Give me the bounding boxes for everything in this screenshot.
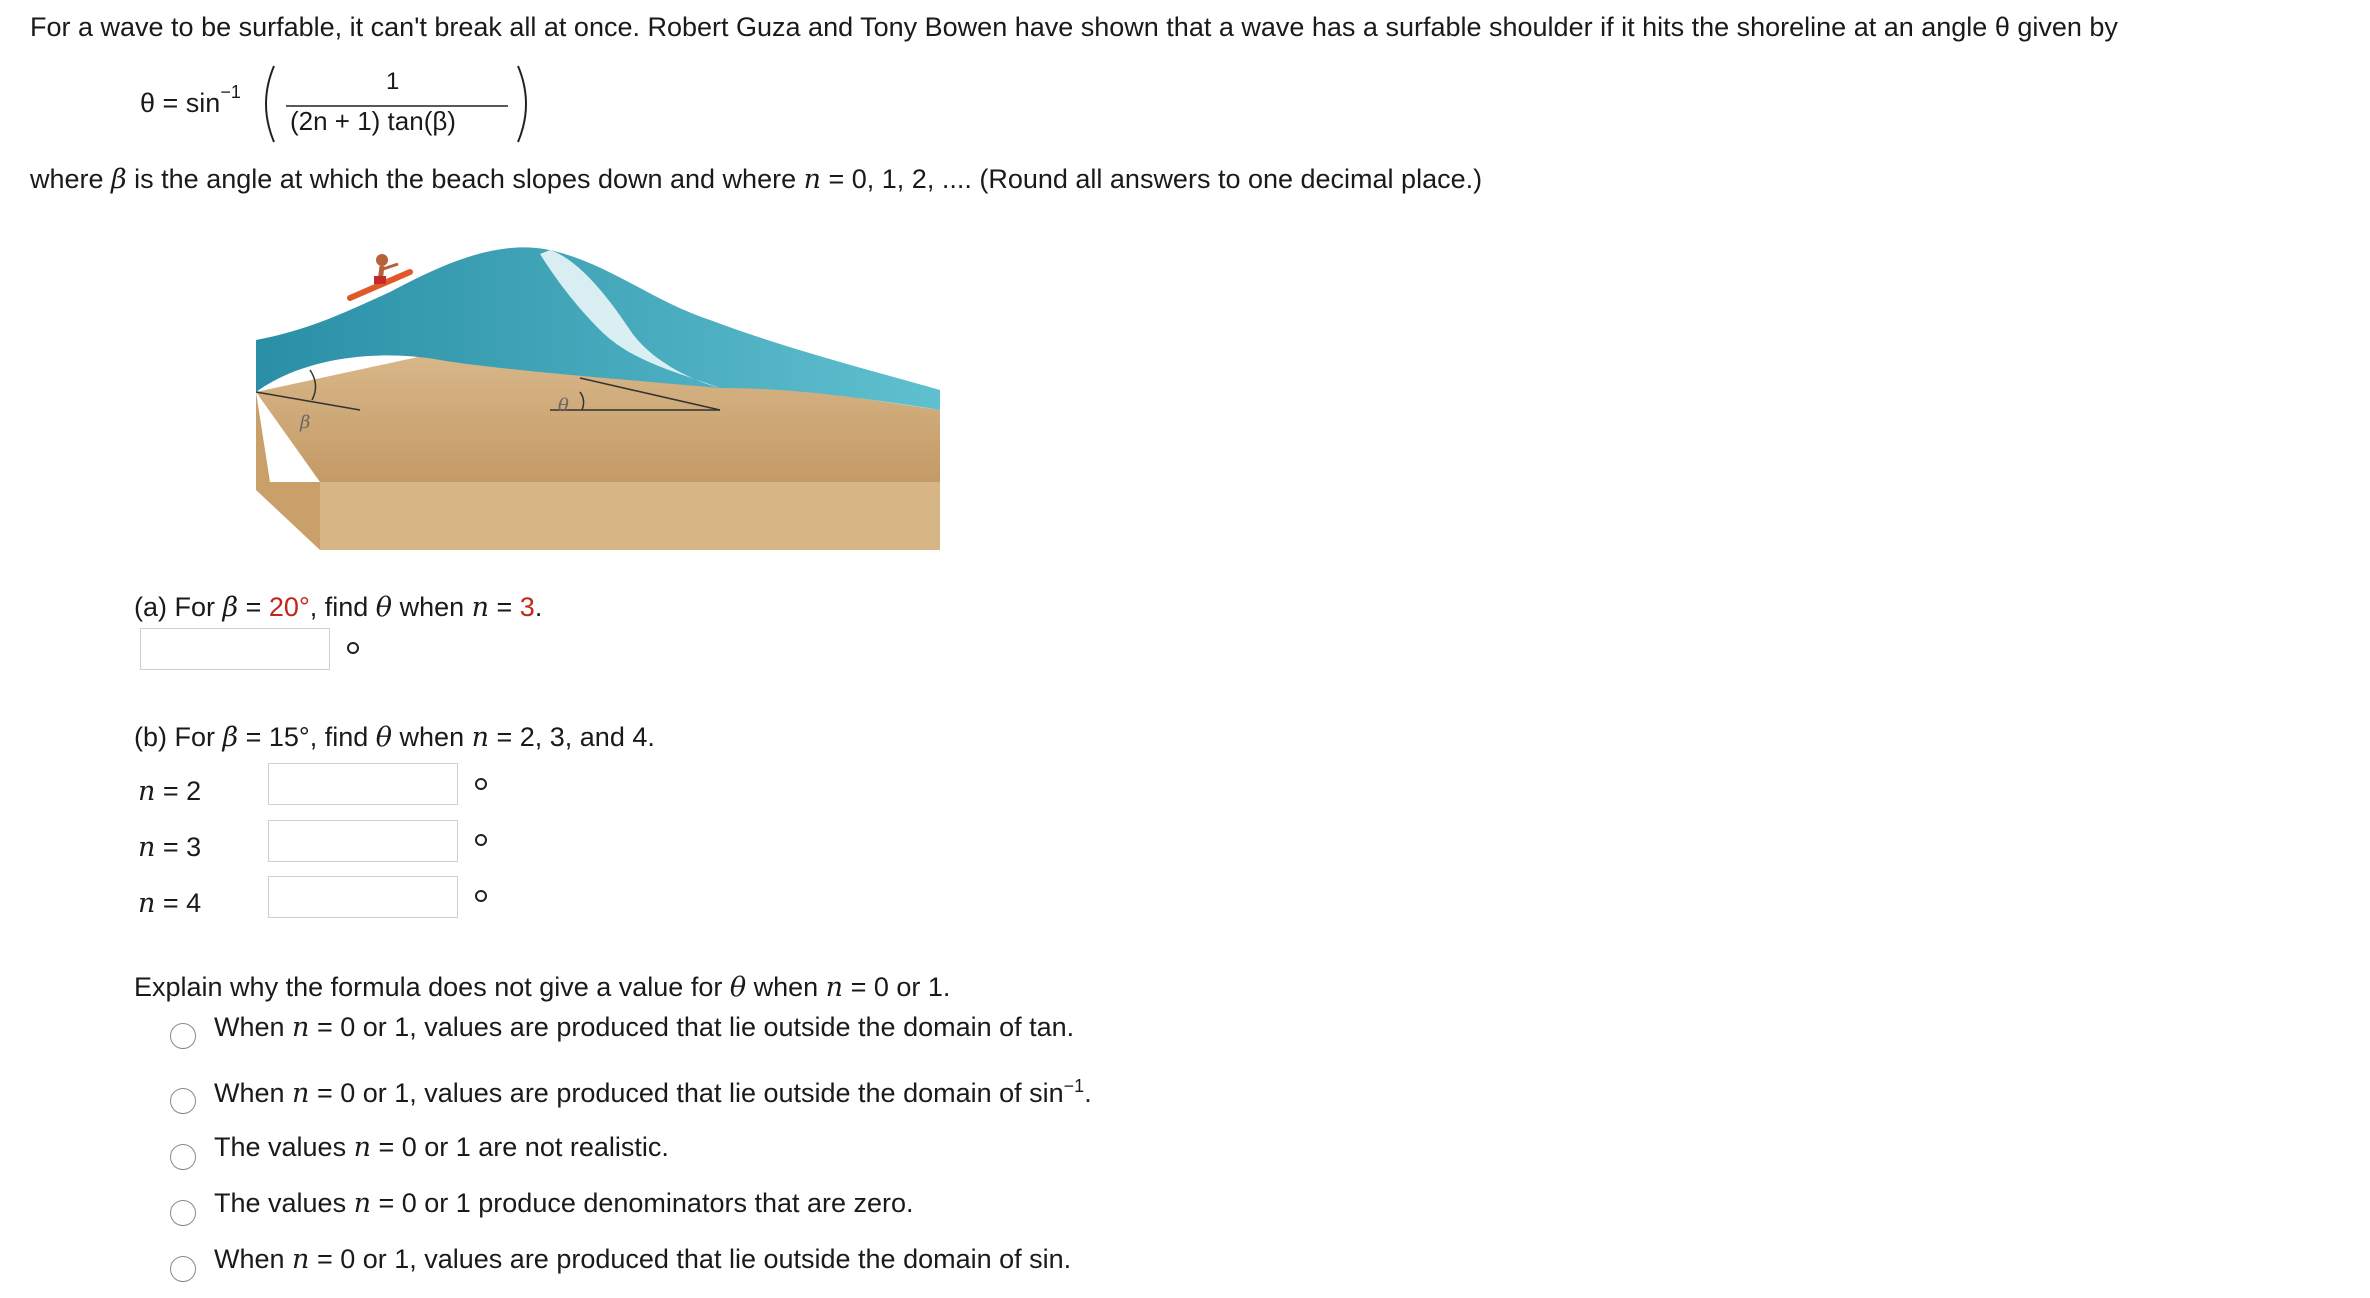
part-a-prefix: (a) For [134,592,223,622]
option-radio-3[interactable] [170,1144,196,1170]
part-b-answer-n4[interactable] [268,876,458,918]
option-n: n [353,1132,371,1163]
part-b-row-n: n [138,832,156,863]
option-before: The values [214,1132,354,1162]
part-a-prompt [134,592,542,623]
option-radio-1[interactable] [170,1023,196,1049]
explain-theta: θ [729,972,747,1003]
part-b-eq: = 15°, find [238,722,376,752]
sand-block-front [320,482,940,550]
part-b-end: = 2, 3, and 4. [488,722,655,752]
option-radio-5[interactable] [170,1256,196,1282]
part-b-answer-n2[interactable] [268,763,458,805]
where-text-after: = 0, 1, 2, .... (Round all answers to one decimal place.) [821,164,1483,194]
option-after: = 0 or 1 are not realistic. [370,1132,669,1162]
beta-symbol: β [111,164,127,195]
option-tail: . [1084,1078,1092,1108]
part-b-row-n: n [138,888,156,919]
part-a-eq: = [238,592,269,622]
part-b-when: when [392,722,472,752]
part-b-row-value: = 3 [155,832,202,862]
n-symbol: n [803,164,821,195]
surfer-head [376,254,388,266]
part-a-eq2: = [489,592,520,622]
formula-lhs-text: θ = sin [140,88,221,118]
option-radio-2[interactable] [170,1088,196,1114]
formula-lhs [140,82,241,119]
part-b-prefix: (b) For [134,722,223,752]
formula-exponent: −1 [220,82,241,102]
option-sup: −1 [1063,1076,1085,1096]
part-b-beta: β [222,722,239,753]
option-radio-4[interactable] [170,1200,196,1226]
part-b-theta: θ [375,722,393,753]
explain-prompt-before: Explain why the formula does not give a value for [134,972,730,1002]
part-a-answer-input[interactable] [140,628,330,670]
where-line [30,164,1482,195]
explain-prompt-mid: when [746,972,826,1002]
part-b-row-n: n [138,776,156,807]
option-n: n [292,1012,310,1043]
option-after: = 0 or 1, values are produced that lie outside the domain of sin [309,1078,1064,1108]
part-b-row-label-3 [138,832,201,863]
part-a-theta: θ [375,592,393,623]
part-a-degree-symbol [347,642,359,654]
intro-text: For a wave to be surfable, it can't break all at once. Robert Guza and Tony Bowen have shown that a wave has a surfable shoulder if it hits the shoreline at an angle θ given by [30,12,2118,42]
option-after: = 0 or 1 produce denominators that are zero. [370,1188,914,1218]
part-a-n: n [471,592,490,623]
part-a-mid: , find [309,592,376,622]
option-before: When [214,1244,293,1274]
part-b-row-label-4 [138,888,201,919]
explain-n: n [825,972,844,1003]
part-b-degree-symbol-n4 [475,890,487,902]
where-text-before: where [30,164,112,194]
part-b-prompt [134,722,655,753]
part-b-row-label-2 [138,776,201,807]
option-label-4[interactable] [214,1188,914,1219]
option-before: When [214,1078,293,1108]
part-b-answer-n3[interactable] [268,820,458,862]
part-a-end: . [534,592,543,622]
option-label-3[interactable] [214,1132,669,1163]
part-b-row-value: = 4 [155,888,202,918]
option-n: n [292,1078,310,1109]
option-n: n [353,1188,371,1219]
part-a-beta: β [222,592,239,623]
option-after: = 0 or 1, values are produced that lie outside the domain of sin. [309,1244,1072,1274]
formula-denominator: (2n + 1) tan(β) [290,106,456,136]
option-before: The values [214,1188,354,1218]
part-b-row-value: = 2 [155,776,202,806]
part-b-n: n [471,722,489,753]
option-before: When [214,1012,293,1042]
explain-prompt [134,972,950,1003]
surfer-shorts [374,276,386,284]
option-label-1[interactable] [214,1012,1074,1043]
part-a-n-value: 3 [519,592,535,622]
part-b-degree-symbol-n3 [475,834,487,846]
option-after: = 0 or 1, values are produced that lie outside the domain of tan. [309,1012,1075,1042]
formula-numerator: 1 [386,68,400,95]
part-a-when: when [392,592,472,622]
right-paren [518,66,526,142]
option-n: n [292,1244,310,1275]
part-b-degree-symbol-n2 [475,778,487,790]
where-text-mid: is the angle at which the beach slopes down and where [126,164,804,194]
figure-beta-label: β [300,412,311,433]
figure-theta-label: θ [558,395,569,416]
option-label-2[interactable] [214,1076,1092,1109]
wave-illustration [250,220,950,560]
left-paren [266,66,274,142]
part-a-beta-value: 20° [268,592,310,622]
option-label-5[interactable] [214,1244,1071,1275]
explain-prompt-after: = 0 or 1. [843,972,951,1002]
